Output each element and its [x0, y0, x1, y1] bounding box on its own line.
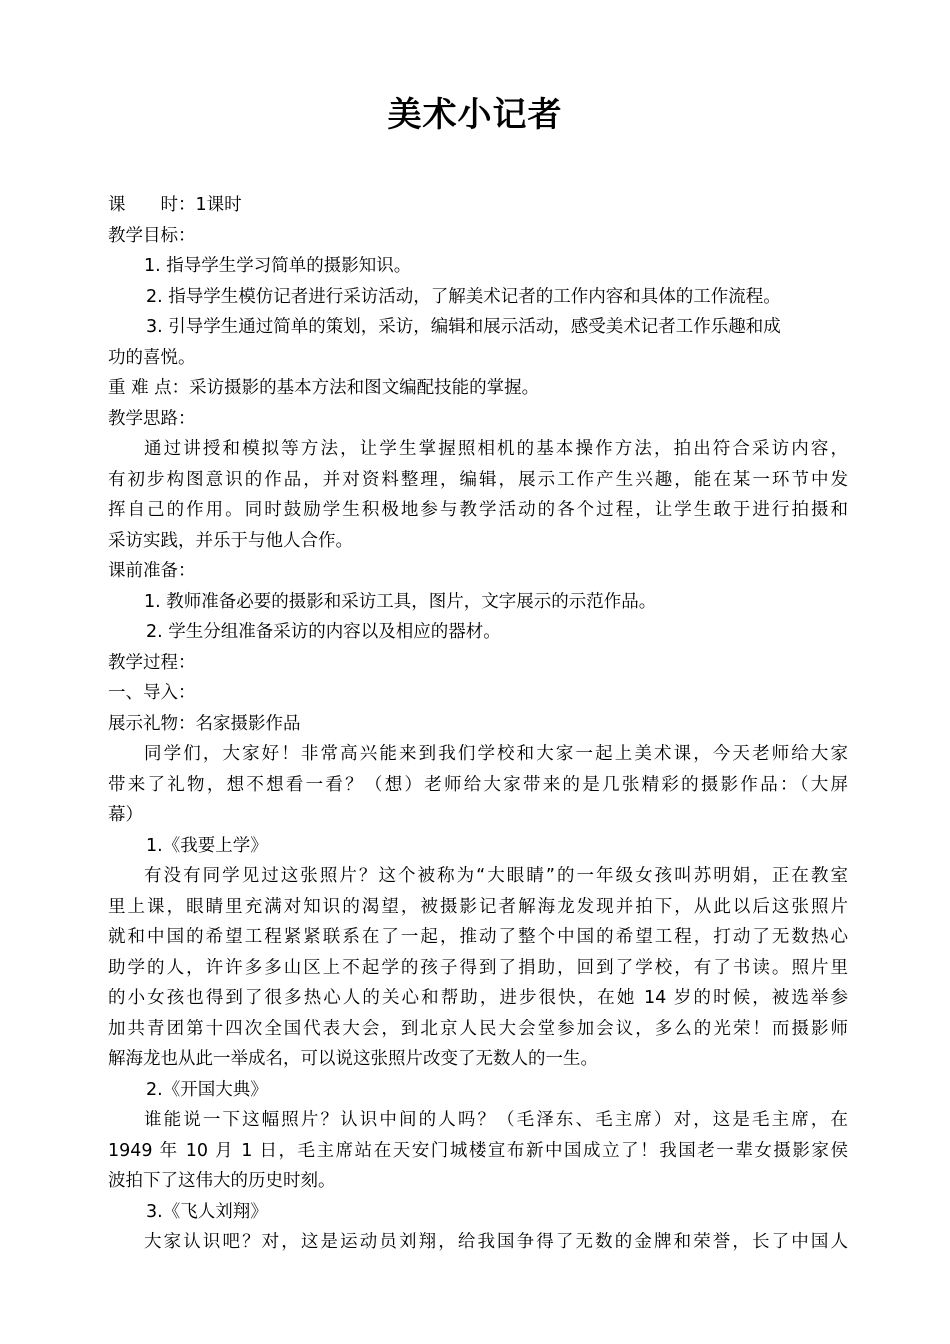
- paragraph-line: 幕）: [108, 805, 143, 825]
- paragraph-line: 采访实践，并乐于与他人合作。: [108, 530, 353, 551]
- preparation-item-2: 2. 学生分组准备采访的内容以及相应的器材。: [146, 622, 501, 642]
- section-heading-preparation: 课前准备：: [108, 561, 196, 581]
- subsection-heading-introduction: 一、导入：: [108, 683, 196, 703]
- paragraph-line: 带来了礼物，想不想看一看？（想）老师给大家带来的是几张精彩的摄影作品：（大屏: [108, 774, 848, 795]
- class-hours-line: 课 时：1课时: [108, 195, 242, 215]
- photo-title-3: 3.《飞人刘翔》: [146, 1201, 268, 1222]
- objective-item-3: 3. 引导学生通过简单的策划，采访，编辑和展示活动，感受美术记者工作乐趣和成: [146, 317, 781, 337]
- paragraph-line: 的小女孩也得到了很多热心人的关心和帮助，进步很快，在她 14 岁的时候，被选举参: [108, 988, 848, 1008]
- photo-title-2: 2.《开国大典》: [146, 1079, 268, 1100]
- paragraph-line: 助学的人，许许多多山区上不起学的孩子得到了捐助，回到了学校，有了书读。照片里: [108, 957, 848, 978]
- paragraph-line: 里上课，眼睛里充满对知识的渴望，被摄影记者解海龙发现并拍下，从此以后这张照片: [108, 896, 848, 917]
- document-title: 美术小记者: [387, 95, 563, 135]
- paragraph-line: 有初步构图意识的作品，并对资料整理，编辑，展示工作产生兴趣，能在某一环节中发: [108, 469, 848, 490]
- section-heading-process: 教学过程：: [108, 652, 196, 673]
- preparation-item-1: 1. 教师准备必要的摄影和采访工具，图片，文字展示的示范作品。: [144, 591, 657, 612]
- paragraph-line: 有没有同学见过这张照片？这个被称为“大眼睛”的一年级女孩叫苏明娟，正在教室: [144, 866, 848, 886]
- section-heading-teaching-approach: 教学思路：: [108, 408, 196, 429]
- document-body: [108, 190, 848, 1258]
- paragraph-line: 解海龙也从此一举成名，可以说这张照片改变了无数人的一生。: [108, 1049, 598, 1069]
- paragraph-line: 挥自己的作用。同时鼓励学生积极地参与教学活动的各个过程，让学生敢于进行拍摄和: [108, 500, 848, 520]
- gift-line: 展示礼物：名家摄影作品: [108, 713, 301, 734]
- objective-item-1: 1. 指导学生学习简单的摄影知识。: [144, 256, 412, 276]
- objective-item-3-continued: 功的喜悦。: [108, 347, 196, 368]
- key-difficulty-line: 重 难 点：采访摄影的基本方法和图文编配技能的掌握。: [108, 378, 540, 398]
- paragraph-line: 加共青团第十四次全国代表大会，到北京人民大会堂参加会议，多么的光荣！而摄影师: [108, 1018, 848, 1039]
- section-heading-objectives: 教学目标：: [108, 225, 196, 246]
- paragraph-line: 1949 年 10 月 1 日，毛主席站在天安门城楼宣布新中国成立了！我国老一辈女摄影家侯: [108, 1140, 848, 1161]
- paragraph-line: 通过讲授和模拟等方法，让学生掌握照相机的基本操作方法，拍出符合采访内容，: [144, 439, 848, 459]
- objective-item-2: 2. 指导学生模仿记者进行采访活动，了解美术记者的工作内容和具体的工作流程。: [146, 286, 781, 307]
- paragraph-line: 同学们，大家好！非常高兴能来到我们学校和大家一起上美术课，今天老师给大家: [144, 744, 848, 764]
- paragraph-line: 就和中国的希望工程紧紧联系在了一起，推动了整个中国的希望工程，打动了无数热心: [108, 927, 848, 947]
- photo-title-1: 1.《我要上学》: [146, 835, 268, 856]
- paragraph-line: 谁能说一下这幅照片？认识中间的人吗？（毛泽东、毛主席）对，这是毛主席，在: [144, 1110, 848, 1130]
- paragraph-line: 波拍下了这伟大的历史时刻。: [108, 1171, 336, 1191]
- paragraph-line: 大家认识吧？对，这是运动员刘翔，给我国争得了无数的金牌和荣誉，长了中国人: [144, 1232, 848, 1252]
